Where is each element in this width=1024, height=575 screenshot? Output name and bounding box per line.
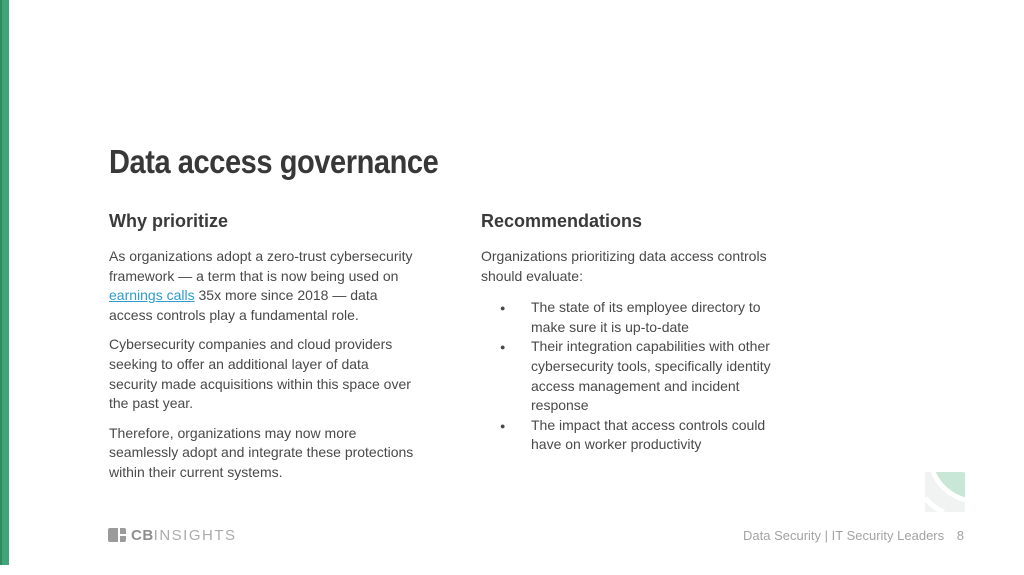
list-item: ● Their integration capabilities with other cybersecurity tools, specifically identity access management and incident response: [481, 337, 791, 415]
cbinsights-logo: [108, 526, 237, 544]
paragraph-adoption: Therefore, organizations may now more seamlessly adopt and integrate these protections within their current systems.: [109, 424, 414, 480]
footer-caption: [743, 528, 964, 543]
paragraph-text: As organizations adopt a zero-trust cybersecurity framework — a term that is now being used on: [109, 248, 413, 284]
why-prioritize-section: [109, 209, 414, 493]
paragraph-text: 35x more since 2018 — data access controls play a fundamental role.: [109, 287, 378, 323]
corner-swoosh-icon: [925, 472, 965, 512]
content-columns: [109, 209, 796, 493]
list-item: ● The impact that access controls could have on worker productivity: [481, 416, 791, 455]
recommendations-heading: Recommendations: [481, 211, 643, 231]
slide-title: Data access governance: [109, 143, 439, 180]
why-prioritize-heading: Why prioritize: [109, 211, 229, 231]
footer-report-title: Data Security | IT Security Leaders: [743, 528, 945, 543]
earnings-calls-link[interactable]: earnings calls: [109, 287, 195, 304]
logo-text-insights: INSIGHTS: [153, 526, 237, 544]
page-number: 8: [956, 528, 964, 543]
recommendations-intro: Organizations prioritizing data access controls should evaluate:: [481, 248, 767, 284]
cbinsights-logo-icon: [108, 528, 126, 542]
recommendations-section: [481, 209, 796, 493]
recommendations-list: [481, 298, 791, 455]
list-item: ● The state of its employee directory to make sure it is up-to-date: [481, 298, 791, 337]
paragraph-acquisitions: Cybersecurity companies and cloud providers seeking to offer an additional layer of data security made acquisitions within this space over the past year.: [109, 336, 411, 412]
left-accent-bar: [0, 0, 9, 565]
logo-text-cb: CB: [131, 526, 154, 544]
paragraph-zero-trust: [109, 247, 414, 325]
